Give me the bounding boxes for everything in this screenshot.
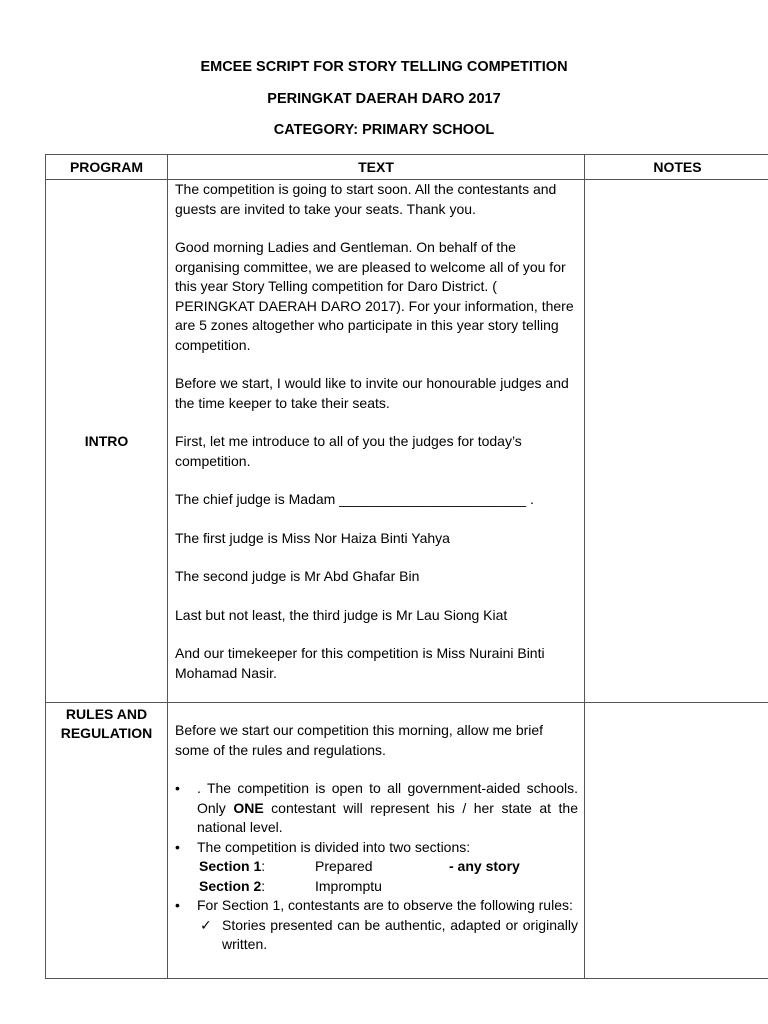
- document-subtitle-category: CATEGORY: PRIMARY SCHOOL: [273, 122, 495, 138]
- table-row-intro: [46, 180, 768, 703]
- table-row-rules: [46, 703, 768, 979]
- section-label: [199, 877, 315, 897]
- section-line: [197, 857, 578, 877]
- checklist-item: ✓ Stories presented can be authentic, adapted or originally written.: [197, 916, 578, 955]
- checklist: [197, 916, 578, 955]
- intro-paragraph: The first judge is Miss Nor Haiza Binti Yahya: [175, 529, 450, 546]
- notes-cell-intro: [585, 180, 768, 703]
- section-name: Prepared: [315, 858, 373, 874]
- document-subtitle-event: PERINGKAT DAERAH DARO 2017: [267, 91, 501, 107]
- program-cell-rules: [46, 703, 168, 979]
- rule-text: . The competition is open to all government-aided schools. Only: [197, 780, 578, 816]
- section-extra: - any story: [449, 858, 520, 874]
- intro-paragraph: First, let me introduce to all of you the judges for today’s competition.: [175, 433, 522, 469]
- section-line: [197, 877, 578, 897]
- intro-paragraph: Last but not least, the third judge is Mr Lau Siong Kiat: [175, 606, 508, 623]
- program-label-line: RULES AND: [65, 706, 148, 722]
- intro-paragraph: Good morning Ladies and Gentleman. On behalf of the organising committee, we are pleased to welcome all of you for this year Story Telling competition for Daro District. ( PERINGKAT DAERAH DARO 2017). For your information, there are 5 zones altogether who participate in this year story telling competition.: [175, 239, 574, 353]
- section-label-text: Section 1: [199, 858, 262, 874]
- script-table: [45, 154, 768, 979]
- header-program: PROGRAM: [46, 155, 168, 180]
- section-name: Impromptu: [315, 877, 382, 894]
- section-label-text: Section 2: [199, 877, 262, 894]
- notes-cell-rules: [585, 703, 768, 979]
- rules-list: [175, 779, 578, 955]
- rules-intro: Before we start our competition this morning, allow me brief some of the rules and regulations.: [175, 722, 544, 758]
- rule-text: • For Section 1, contestants are to observe the following rules:: [197, 897, 573, 913]
- rule-text: • The competition is divided into two sections:: [197, 838, 471, 855]
- intro-paragraph: And our timekeeper for this competition is Miss Nuraini Binti Mohamad Nasir.: [175, 645, 545, 681]
- intro-paragraph: Before we start, I would like to invite our honourable judges and the time keeper to take their seats.: [175, 375, 569, 411]
- text-cell-rules: [168, 703, 585, 979]
- intro-paragraph: The chief judge is Madam ________________________ .: [175, 491, 534, 507]
- table-header-row: [46, 155, 768, 180]
- rule-text: contestant will represent his / her state at the national level.: [197, 799, 578, 835]
- rules-list-item: [175, 838, 578, 897]
- rule-emphasis: ONE: [233, 799, 264, 816]
- program-label-line: REGULATION: [60, 725, 153, 741]
- section-colon: :: [261, 858, 266, 874]
- rules-list-item: [175, 896, 578, 955]
- program-cell-intro: INTRO: [46, 180, 168, 703]
- rules-list-item: [175, 779, 578, 838]
- text-cell-intro: [168, 180, 585, 703]
- section-label: [199, 857, 315, 877]
- document-title: EMCEE SCRIPT FOR STORY TELLING COMPETITION: [200, 59, 568, 75]
- section-colon: :: [261, 877, 266, 894]
- intro-paragraph: The second judge is Mr Abd Ghafar Bin: [175, 568, 420, 584]
- header-notes: NOTES: [585, 155, 768, 180]
- intro-paragraph: The competition is going to start soon. All the contestants and guests are invited to take your seats. Thank you.: [175, 181, 557, 217]
- header-text: TEXT: [168, 155, 585, 180]
